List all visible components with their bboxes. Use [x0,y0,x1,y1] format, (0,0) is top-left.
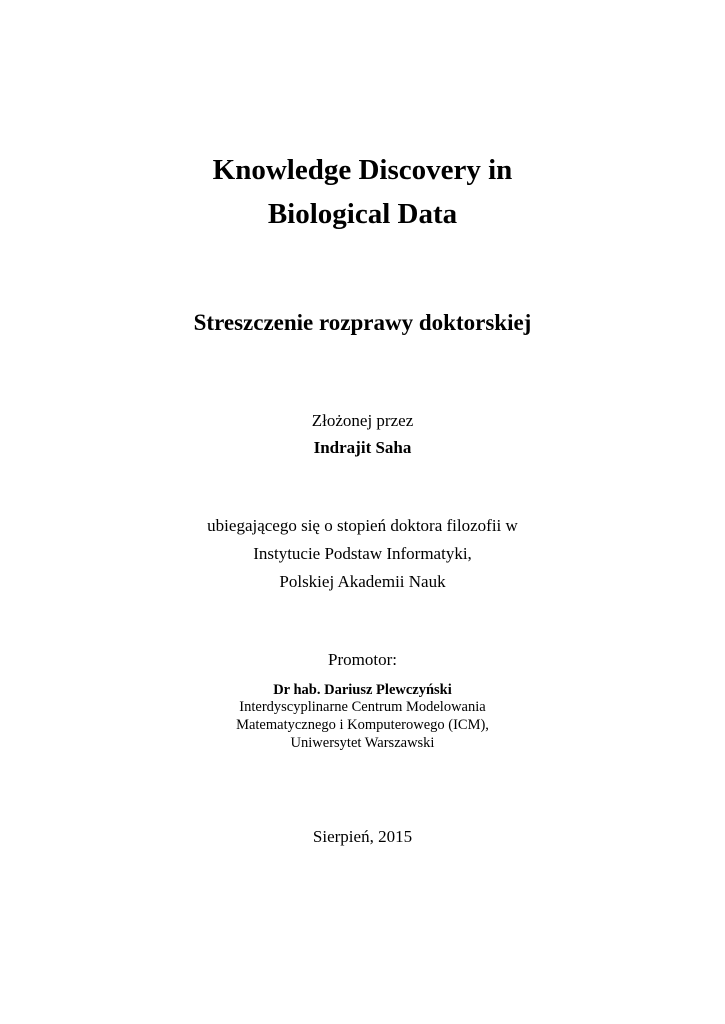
supervisor-affiliation-line-1: Interdyscyplinarne Centrum Modelowania [239,699,486,715]
submission-date: Sierpień, 2015 [312,827,413,846]
thesis-subtitle: Streszczenie rozprawy doktorskiej [193,310,532,335]
author-name: Indrajit Saha [313,438,412,457]
supervisor-affiliation-line-2: Matematycznego i Komputerowego (ICM), [236,717,489,733]
degree-line-2: Instytucie Podstaw Informatyki, [253,544,472,563]
supervisor-affiliation-line-3: Uniwersytet Warszawski [290,735,435,751]
thesis-title-line-1: Knowledge Discovery in [212,154,513,186]
degree-line-3: Polskiej Akademii Nauk [279,572,446,591]
supervisor-label: Promotor: [328,650,397,669]
author-intro: Złożonej przez [311,411,414,430]
thesis-title-line-2: Biological Data [267,198,458,230]
degree-line-1: ubiegającego się o stopień doktora filozofii w [207,516,518,535]
supervisor-name: Dr hab. Dariusz Plewczyński [273,682,452,698]
